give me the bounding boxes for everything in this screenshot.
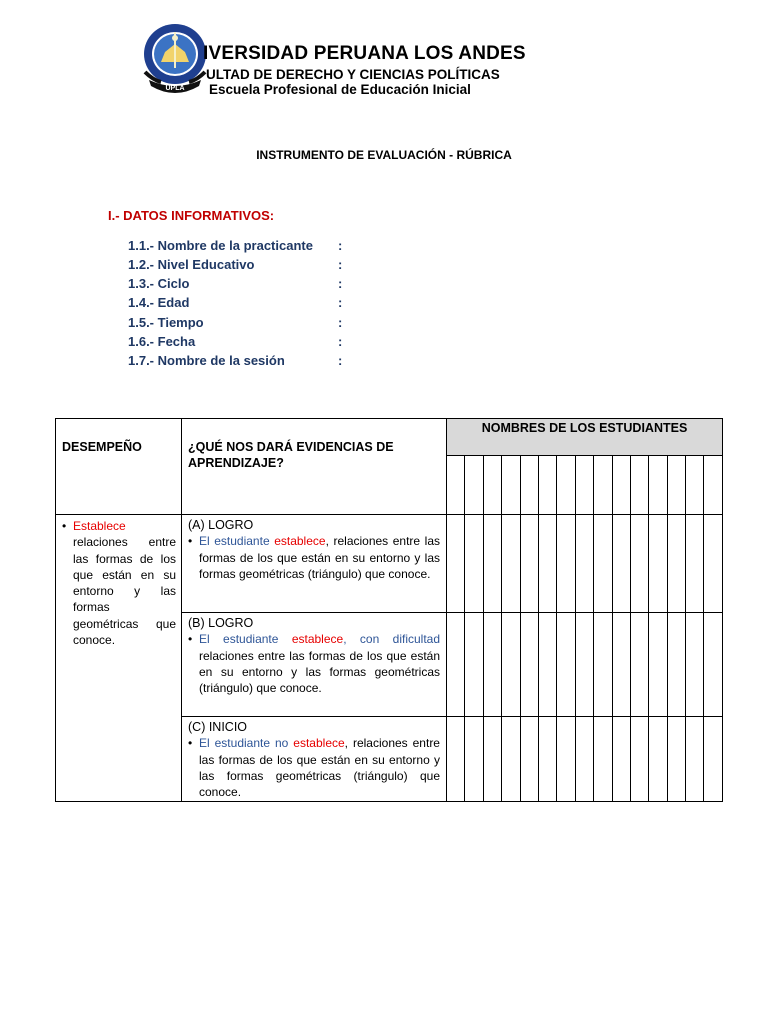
student-name-cell[interactable] <box>538 456 556 515</box>
school-name: Escuela Profesional de Educación Inicial <box>209 82 471 97</box>
student-name-cell[interactable] <box>520 456 538 515</box>
student-score-cell[interactable] <box>538 717 556 802</box>
svg-text:UPLA: UPLA <box>165 85 185 92</box>
desempeno-verb: Establece <box>73 519 126 533</box>
student-score-cell[interactable] <box>630 515 648 613</box>
student-score-cell[interactable] <box>686 613 704 717</box>
info-colon: : <box>338 353 343 368</box>
info-colon: : <box>338 238 343 253</box>
student-name-cell[interactable] <box>612 456 630 515</box>
info-item: 1.7.- Nombre de la sesión <box>128 353 285 368</box>
info-item: 1.6.- Fecha <box>128 334 196 349</box>
student-score-cell[interactable] <box>483 613 501 717</box>
student-score-cell[interactable] <box>594 717 612 802</box>
student-score-cell[interactable] <box>667 515 685 613</box>
col-header-nombres: NOMBRES DE LOS ESTUDIANTES <box>447 419 723 456</box>
level-label: (B) LOGRO <box>188 616 254 630</box>
student-score-cell[interactable] <box>649 613 667 717</box>
student-name-cell[interactable] <box>630 456 648 515</box>
level-a-cell: (A) LOGRO • El estudiante establece, relaciones entre las formas de los que están en su entorno y las formas geométricas (triángulo) que conoce. <box>182 515 447 613</box>
student-name-cell[interactable] <box>557 456 575 515</box>
info-item: 1.2.- Nivel Educativo <box>128 257 255 272</box>
info-colon: : <box>338 295 343 310</box>
student-name-cell[interactable] <box>594 456 612 515</box>
student-score-cell[interactable] <box>465 717 483 802</box>
student-score-cell[interactable] <box>704 515 723 613</box>
student-score-cell[interactable] <box>575 515 593 613</box>
student-score-cell[interactable] <box>704 613 723 717</box>
student-score-cell[interactable] <box>483 717 501 802</box>
student-score-cell[interactable] <box>447 717 465 802</box>
col-header-evidencias: ¿QUÉ NOS DARÁ EVIDENCIAS DE APRENDIZAJE? <box>182 419 447 515</box>
student-name-cell[interactable] <box>667 456 685 515</box>
student-score-cell[interactable] <box>612 613 630 717</box>
col-header-desempeno: DESEMPEÑO <box>56 419 182 515</box>
student-score-cell[interactable] <box>594 515 612 613</box>
student-score-cell[interactable] <box>502 515 520 613</box>
faculty-name: ULTAD DE DERECHO Y CIENCIAS POLÍTICAS <box>206 67 500 82</box>
student-score-cell[interactable] <box>520 717 538 802</box>
student-score-cell[interactable] <box>594 613 612 717</box>
student-name-cell[interactable] <box>502 456 520 515</box>
student-score-cell[interactable] <box>465 515 483 613</box>
info-item: 1.3.- Ciclo <box>128 276 190 291</box>
student-score-cell[interactable] <box>520 515 538 613</box>
document-title: INSTRUMENTO DE EVALUACIÓN - RÚBRICA <box>256 148 512 162</box>
info-colon: : <box>338 315 343 330</box>
student-score-cell[interactable] <box>667 717 685 802</box>
student-score-cell[interactable] <box>538 515 556 613</box>
university-name: IVERSIDAD PERUANA LOS ANDES <box>203 43 526 64</box>
student-score-cell[interactable] <box>612 515 630 613</box>
info-colon: : <box>338 334 343 349</box>
level-label: (A) LOGRO <box>188 518 254 532</box>
info-item: 1.4.- Edad <box>128 295 190 310</box>
student-score-cell[interactable] <box>557 717 575 802</box>
student-score-cell[interactable] <box>447 515 465 613</box>
student-score-cell[interactable] <box>520 613 538 717</box>
desempeno-cell: • Establece relaciones entre las formas de los que están en su entorno y las formas geométricas que conoce. <box>56 515 182 802</box>
university-logo <box>141 22 209 104</box>
level-b-cell: (B) LOGRO • El estudiante establece, con dificultad relaciones entre las formas de los que están en su entorno y las formas geométricas (triángulo) que conoce. <box>182 613 447 717</box>
student-score-cell[interactable] <box>502 613 520 717</box>
student-score-cell[interactable] <box>465 613 483 717</box>
student-name-cell[interactable] <box>649 456 667 515</box>
student-score-cell[interactable] <box>612 717 630 802</box>
info-colon: : <box>338 257 343 272</box>
student-score-cell[interactable] <box>557 515 575 613</box>
student-name-cell[interactable] <box>704 456 723 515</box>
desempeno-text: relaciones entre las formas de los que están en su entorno y las formas geométricas que conoce. <box>73 535 176 648</box>
student-score-cell[interactable] <box>686 515 704 613</box>
student-score-cell[interactable] <box>649 717 667 802</box>
level-c-cell: (C) INICIO • El estudiante no establece, relaciones entre las formas de los que están en su entorno y las formas geométricas (triángulo) que conoce. <box>182 717 447 802</box>
section-title: I.- DATOS INFORMATIVOS: <box>108 208 275 223</box>
student-score-cell[interactable] <box>575 613 593 717</box>
student-score-cell[interactable] <box>502 717 520 802</box>
student-score-cell[interactable] <box>557 613 575 717</box>
student-name-cell[interactable] <box>465 456 483 515</box>
student-name-cell[interactable] <box>483 456 501 515</box>
student-score-cell[interactable] <box>649 515 667 613</box>
rubric-table <box>55 418 723 802</box>
student-score-cell[interactable] <box>704 717 723 802</box>
student-score-cell[interactable] <box>630 613 648 717</box>
student-name-cell[interactable] <box>447 456 465 515</box>
student-score-cell[interactable] <box>483 515 501 613</box>
student-score-cell[interactable] <box>538 613 556 717</box>
info-item: 1.5.- Tiempo <box>128 315 204 330</box>
student-score-cell[interactable] <box>447 613 465 717</box>
student-score-cell[interactable] <box>686 717 704 802</box>
student-score-cell[interactable] <box>630 717 648 802</box>
student-name-cell[interactable] <box>686 456 704 515</box>
student-name-cell[interactable] <box>575 456 593 515</box>
info-colon: : <box>338 276 343 291</box>
student-score-cell[interactable] <box>667 613 685 717</box>
student-score-cell[interactable] <box>575 717 593 802</box>
level-label: (C) INICIO <box>188 720 248 734</box>
info-item: 1.1.- Nombre de la practicante <box>128 238 313 253</box>
